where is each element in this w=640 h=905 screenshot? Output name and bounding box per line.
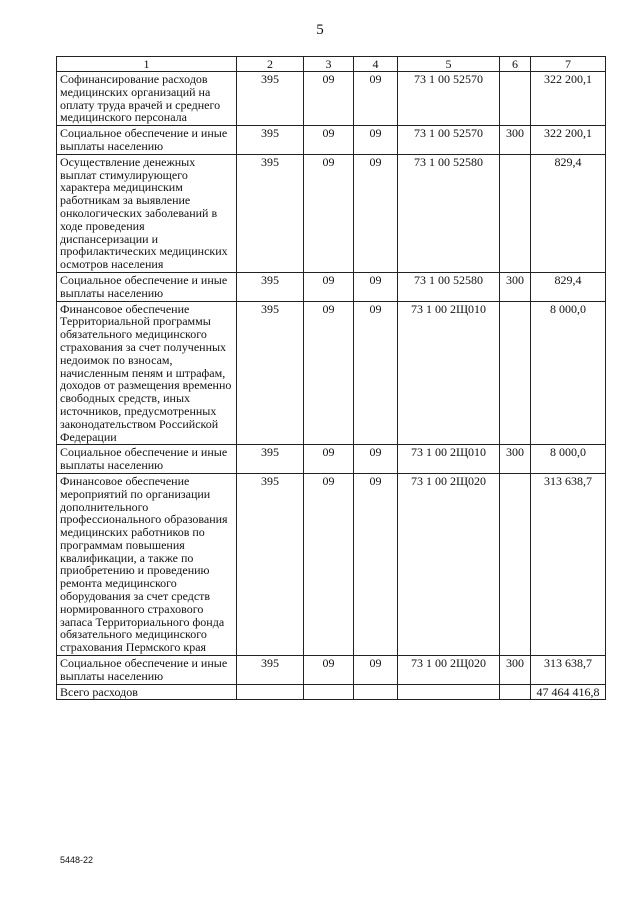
section-code: 09	[304, 445, 354, 474]
amount: 313 638,7	[531, 473, 606, 655]
table-row	[57, 72, 606, 126]
total-row	[57, 684, 606, 700]
table-row	[57, 445, 606, 474]
amount: 8 000,0	[531, 301, 606, 445]
row-name: Финансовое обеспечение мероприятий по организации дополнительного профессионального образования медицинских работников по программам повышения квалификации, а также по приобретению и проведению ремонта медицинского оборудования за счет средств нормированного страхового запаса Территориального фонда обязательного медицинского страхования Пермского края	[57, 473, 237, 655]
ministry-code: 395	[237, 154, 304, 272]
amount: 829,4	[531, 272, 606, 301]
row-name: Социальное обеспечение и иные выплаты населению	[57, 445, 237, 474]
empty-cell	[354, 684, 398, 700]
subsection-code: 09	[354, 154, 398, 272]
column-header: 4	[354, 57, 398, 72]
section-code: 09	[304, 301, 354, 445]
column-header: 5	[398, 57, 500, 72]
row-name: Финансовое обеспечение Территориальной программы обязательного медицинского страхования за счет полученных недоимок по взносам, начисленным пеням и штрафам, доходов от размещения временно свободных средств, иных источников, предусмотренных законодательством Российской Федерации	[57, 301, 237, 445]
subsection-code: 09	[354, 445, 398, 474]
expense-type-code: 300	[500, 272, 531, 301]
ministry-code: 395	[237, 473, 304, 655]
table-body	[57, 72, 606, 700]
table-row	[57, 154, 606, 272]
total-amount: 47 464 416,8	[531, 684, 606, 700]
ministry-code: 395	[237, 272, 304, 301]
target-code: 73 1 00 2Щ010	[398, 445, 500, 474]
column-header: 1	[57, 57, 237, 72]
target-code: 73 1 00 52580	[398, 154, 500, 272]
target-code: 73 1 00 2Щ010	[398, 301, 500, 445]
ministry-code: 395	[237, 656, 304, 685]
target-code: 73 1 00 52570	[398, 126, 500, 155]
amount: 829,4	[531, 154, 606, 272]
subsection-code: 09	[354, 473, 398, 655]
expense-type-code	[500, 301, 531, 445]
document-code: 5448-22	[60, 855, 94, 865]
expenses-table	[56, 56, 606, 700]
amount: 322 200,1	[531, 126, 606, 155]
table-row	[57, 272, 606, 301]
expense-type-code: 300	[500, 126, 531, 155]
ministry-code: 395	[237, 72, 304, 126]
empty-cell	[398, 684, 500, 700]
column-header: 6	[500, 57, 531, 72]
empty-cell	[237, 684, 304, 700]
section-code: 09	[304, 656, 354, 685]
subsection-code: 09	[354, 301, 398, 445]
ministry-code: 395	[237, 445, 304, 474]
row-name: Социальное обеспечение и иные выплаты населению	[57, 126, 237, 155]
ministry-code: 395	[237, 301, 304, 445]
row-name: Осуществление денежных выплат стимулирующего характера медицинским работникам за выявление онкологических заболеваний в ходе проведения диспансеризации и профилактических медицинских осмотров населения	[57, 154, 237, 272]
target-code: 73 1 00 52580	[398, 272, 500, 301]
ministry-code: 395	[237, 126, 304, 155]
amount: 313 638,7	[531, 656, 606, 685]
row-name: Софинансирование расходов медицинских организаций на оплату труда врачей и среднего медицинского персонала	[57, 72, 237, 126]
table-row	[57, 301, 606, 445]
table-row	[57, 473, 606, 655]
expense-type-code: 300	[500, 445, 531, 474]
empty-cell	[500, 684, 531, 700]
column-header: 2	[237, 57, 304, 72]
subsection-code: 09	[354, 656, 398, 685]
subsection-code: 09	[354, 126, 398, 155]
section-code: 09	[304, 154, 354, 272]
section-code: 09	[304, 473, 354, 655]
subsection-code: 09	[354, 272, 398, 301]
column-header: 7	[531, 57, 606, 72]
column-header: 3	[304, 57, 354, 72]
expense-type-code	[500, 473, 531, 655]
amount: 8 000,0	[531, 445, 606, 474]
expense-type-code	[500, 154, 531, 272]
expense-type-code	[500, 72, 531, 126]
subsection-code: 09	[354, 72, 398, 126]
table-row	[57, 656, 606, 685]
amount: 322 200,1	[531, 72, 606, 126]
table-row	[57, 126, 606, 155]
page-number: 5	[316, 22, 324, 38]
section-code: 09	[304, 126, 354, 155]
section-code: 09	[304, 72, 354, 126]
target-code: 73 1 00 2Щ020	[398, 473, 500, 655]
table-header-row	[57, 57, 606, 72]
section-code: 09	[304, 272, 354, 301]
expense-type-code: 300	[500, 656, 531, 685]
empty-cell	[304, 684, 354, 700]
target-code: 73 1 00 2Щ020	[398, 656, 500, 685]
target-code: 73 1 00 52570	[398, 72, 500, 126]
row-name: Социальное обеспечение и иные выплаты населению	[57, 272, 237, 301]
total-label: Всего расходов	[57, 684, 237, 700]
row-name: Социальное обеспечение и иные выплаты населению	[57, 656, 237, 685]
